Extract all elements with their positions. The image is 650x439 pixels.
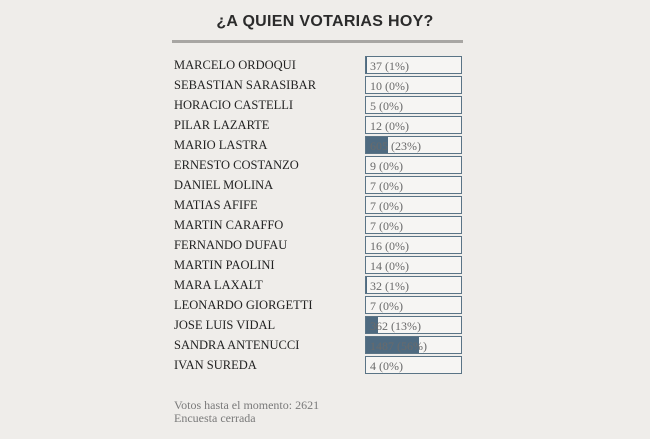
- result-bar: [365, 276, 462, 294]
- result-label: 7 (0%): [370, 179, 403, 193]
- result-bar: [365, 56, 462, 74]
- option-name: MARTIN PAOLINI: [174, 258, 275, 272]
- option-name: MARTIN CARAFFO: [174, 218, 284, 232]
- result-bar: [365, 76, 462, 94]
- result-bar: [365, 216, 462, 234]
- result-label: 4 (0%): [370, 359, 403, 373]
- result-bar: [365, 176, 462, 194]
- option-name: PILAR LAZARTE: [174, 118, 270, 132]
- option-name: MARIO LASTRA: [174, 138, 268, 152]
- result-label: 362 (13%): [370, 319, 421, 333]
- option-name: MATIAS AFIFE: [174, 198, 258, 212]
- option-name: DANIEL MOLINA: [174, 178, 274, 192]
- result-label: 37 (1%): [370, 59, 409, 73]
- poll-option-row: [174, 215, 464, 235]
- poll-option-row: [174, 175, 464, 195]
- result-bar: [365, 116, 462, 134]
- result-label: 32 (1%): [370, 279, 409, 293]
- result-label: 7 (0%): [370, 219, 403, 233]
- result-bar-fill: [366, 277, 367, 293]
- result-bar: [365, 136, 462, 154]
- poll-option-row: [174, 295, 464, 315]
- result-label: 7 (0%): [370, 299, 403, 313]
- result-bar: [365, 296, 462, 314]
- result-bar: [365, 256, 462, 274]
- option-name: MARA LAXALT: [174, 278, 263, 292]
- result-label: 12 (0%): [370, 119, 409, 133]
- option-name: HORACIO CASTELLI: [174, 98, 294, 112]
- poll-option-row: [174, 255, 464, 275]
- poll-option-row: [174, 135, 464, 155]
- option-name: SEBASTIAN SARASIBAR: [174, 78, 317, 92]
- result-label: 605 (23%): [370, 139, 421, 153]
- poll-option-row: [174, 95, 464, 115]
- poll-option-row: [174, 315, 464, 335]
- option-name: FERNANDO DUFAU: [174, 238, 288, 252]
- poll-option-row: [174, 355, 464, 375]
- result-bar: [365, 236, 462, 254]
- poll-option-row: [174, 335, 464, 355]
- option-name: LEONARDO GIORGETTI: [174, 298, 313, 312]
- result-label: 1487 (56%): [370, 339, 427, 353]
- title-divider: [172, 40, 463, 43]
- result-bar: [365, 196, 462, 214]
- poll-option-row: [174, 115, 464, 135]
- poll-title: ¿A QUIEN VOTARIAS HOY?: [216, 13, 434, 30]
- result-bar: [365, 356, 462, 374]
- option-name: MARCELO ORDOQUI: [174, 58, 296, 72]
- result-bar: [365, 96, 462, 114]
- poll-option-row: [174, 195, 464, 215]
- poll-option-row: [174, 275, 464, 295]
- result-label: 9 (0%): [370, 159, 403, 173]
- result-bar: [365, 156, 462, 174]
- result-label: 5 (0%): [370, 99, 403, 113]
- option-name: SANDRA ANTENUCCI: [174, 338, 300, 352]
- option-name: IVAN SUREDA: [174, 358, 257, 372]
- poll-option-row: [174, 155, 464, 175]
- poll-option-row: [174, 235, 464, 255]
- result-bar-fill: [366, 57, 367, 73]
- result-bar: [365, 336, 462, 354]
- poll-options-list: [174, 55, 464, 375]
- poll-status-text: Encuesta cerrada: [174, 411, 256, 425]
- total-votes-text: Votos hasta el momento: 2621: [174, 398, 320, 412]
- result-label: 14 (0%): [370, 259, 409, 273]
- result-bar: [365, 316, 462, 334]
- option-name: ERNESTO COSTANZO: [174, 158, 299, 172]
- result-label: 10 (0%): [370, 79, 409, 93]
- poll-option-row: [174, 55, 464, 75]
- result-label: 7 (0%): [370, 199, 403, 213]
- option-name: JOSE LUIS VIDAL: [174, 318, 276, 332]
- poll-footer: [174, 399, 319, 425]
- result-label: 16 (0%): [370, 239, 409, 253]
- poll-option-row: [174, 75, 464, 95]
